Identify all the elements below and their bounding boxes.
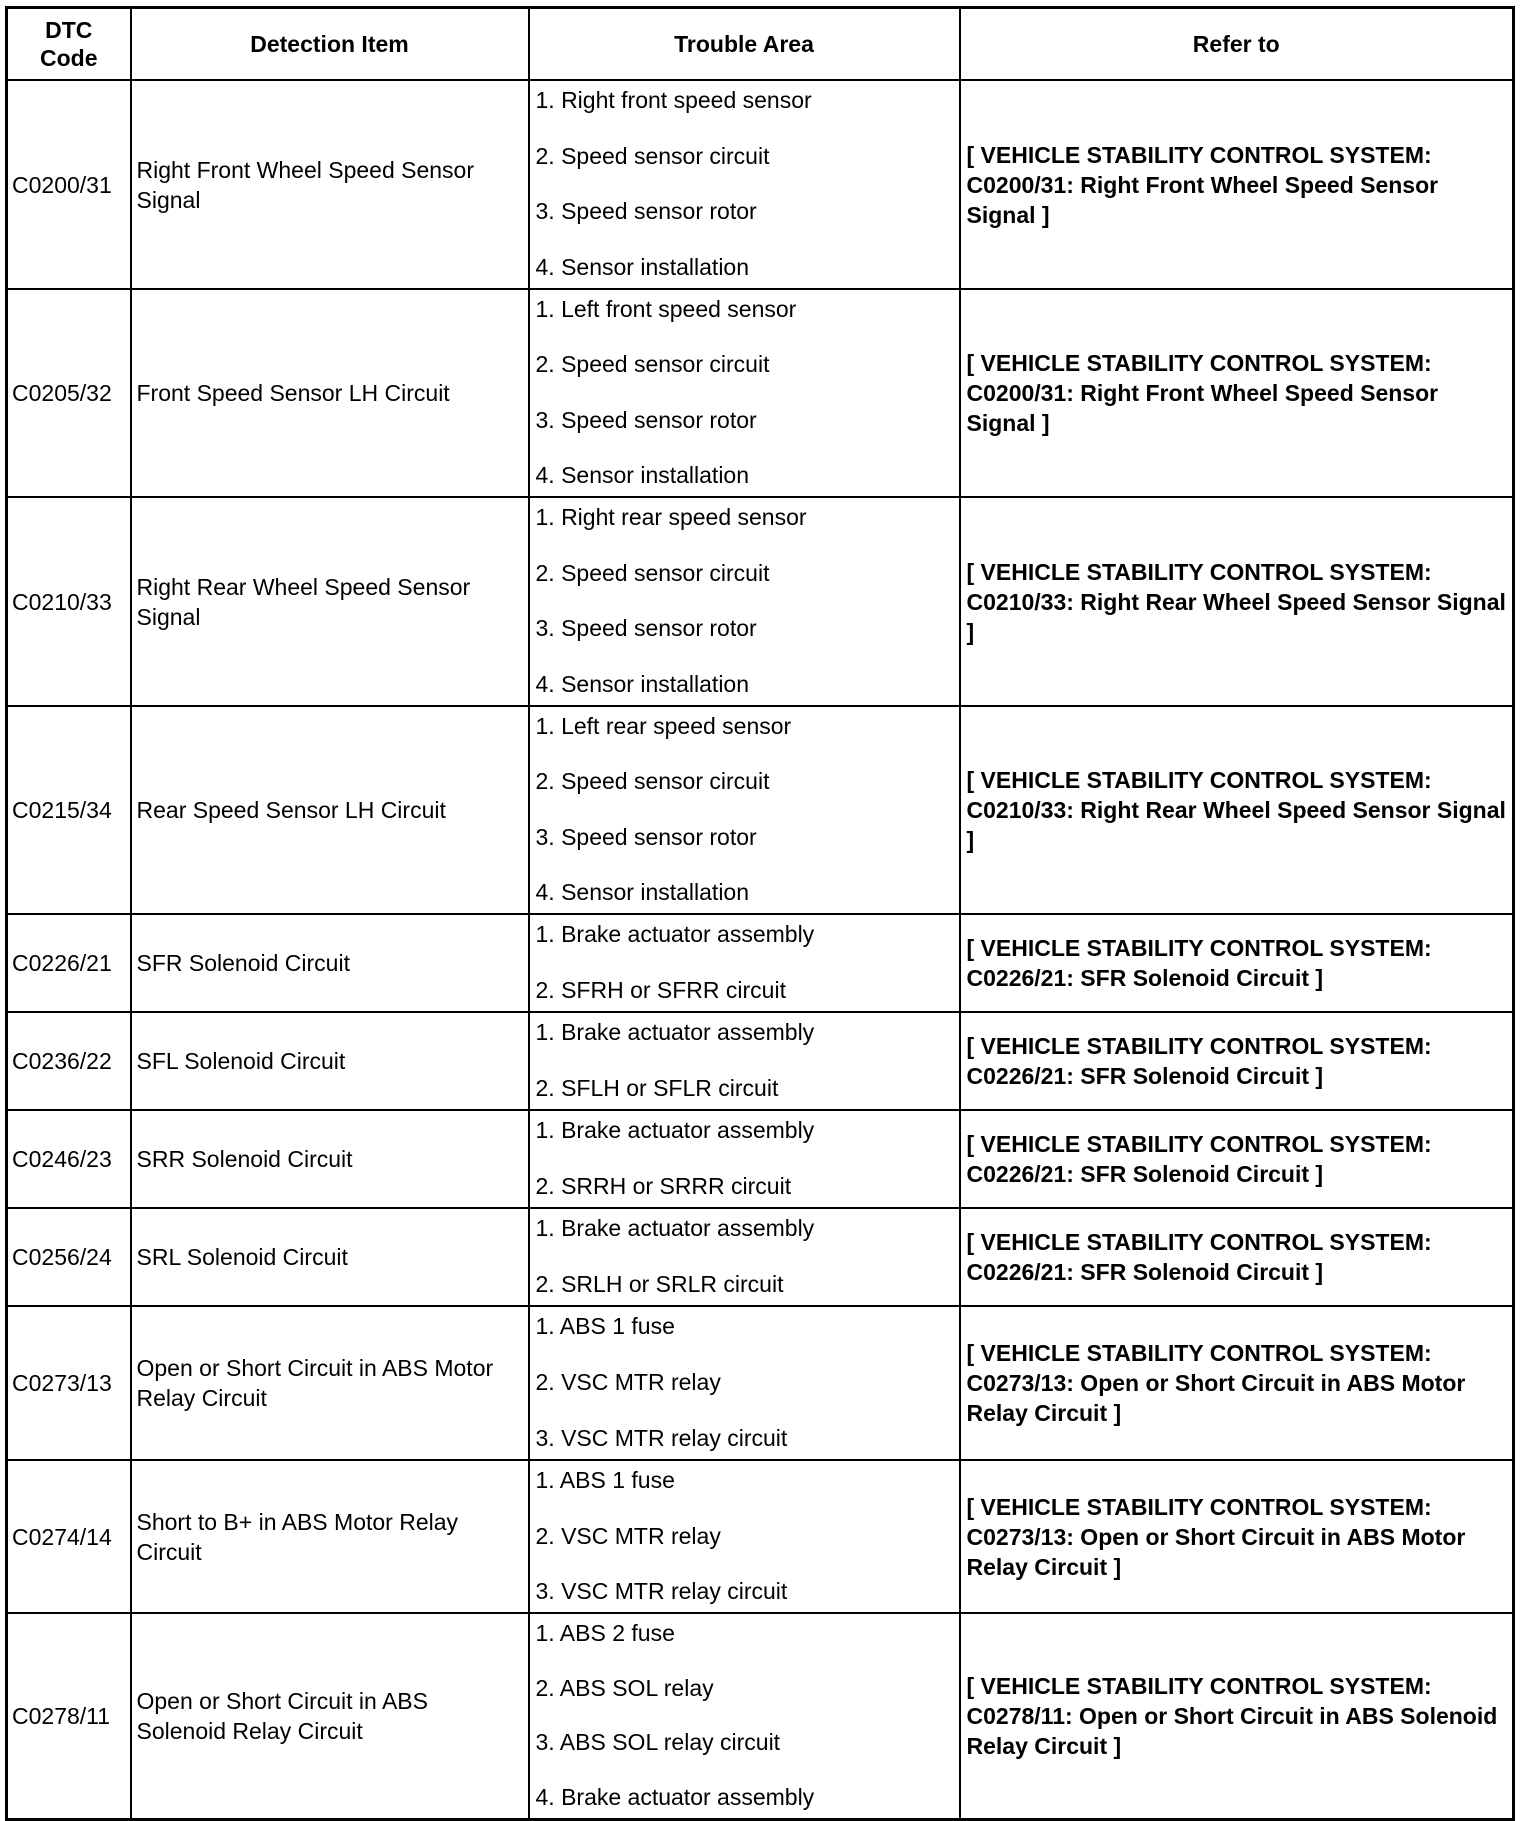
trouble-area [529,289,960,497]
trouble-area-item: 3. Speed sensor rotor [535,823,757,850]
trouble-area-item: 3. Speed sensor rotor [535,406,757,433]
table-row [7,80,1514,289]
refer-to-link[interactable]: [ VEHICLE STABILITY CONTROL SYSTEM: C0273/13: Open or Short Circuit in ABS Motor Relay Circuit ] [960,1306,1514,1460]
trouble-area-item: 2. SFLH or SFLR circuit [535,1075,779,1101]
detection-item: SRR Solenoid Circuit [131,1110,529,1208]
header-dtc-code: DTC Code [7,8,131,81]
trouble-area-item: 2. Speed sensor circuit [535,351,770,378]
trouble-area [529,497,960,706]
trouble-area-list [530,1013,959,1109]
detection-item: SFL Solenoid Circuit [131,1012,529,1110]
detection-item: Right Front Wheel Speed Sensor Signal [131,80,529,289]
trouble-area [529,1460,960,1613]
refer-to-link[interactable]: [ VEHICLE STABILITY CONTROL SYSTEM: C0226/21: SFR Solenoid Circuit ] [960,1208,1514,1306]
trouble-area [529,914,960,1012]
refer-to-link[interactable]: [ VEHICLE STABILITY CONTROL SYSTEM: C0226/21: SFR Solenoid Circuit ] [960,914,1514,1012]
trouble-area-item: 2. VSC MTR relay [535,1522,721,1549]
refer-to-link[interactable]: [ VEHICLE STABILITY CONTROL SYSTEM: C0210/33: Right Rear Wheel Speed Sensor Signal ] [960,706,1514,914]
trouble-area-item: 3. Speed sensor rotor [535,198,757,225]
trouble-area-item: 1. Brake actuator assembly [535,1117,815,1143]
refer-to-link[interactable]: [ VEHICLE STABILITY CONTROL SYSTEM: C0226/21: SFR Solenoid Circuit ] [960,1012,1514,1110]
refer-to-link[interactable]: [ VEHICLE STABILITY CONTROL SYSTEM: C0200/31: Right Front Wheel Speed Sensor Signal ] [960,289,1514,497]
trouble-area-list [530,81,959,288]
trouble-area [529,1110,960,1208]
trouble-area-item: 4. Sensor installation [535,670,750,697]
trouble-area-item: 1. Right rear speed sensor [535,504,807,530]
trouble-area-item: 2. VSC MTR relay [535,1369,721,1395]
trouble-area-item: 1. ABS 2 fuse [535,1620,675,1646]
trouble-area-item: 4. Brake actuator assembly [535,1783,815,1810]
trouble-area-list [530,290,959,496]
dtc-table [5,6,1515,1821]
dtc-code: C0256/24 [7,1208,131,1306]
table-row [7,706,1514,914]
trouble-area-item: 4. Sensor installation [535,253,750,280]
trouble-area [529,1208,960,1306]
refer-to-link[interactable]: [ VEHICLE STABILITY CONTROL SYSTEM: C0226/21: SFR Solenoid Circuit ] [960,1110,1514,1208]
table-row [7,1012,1514,1110]
trouble-area-item: 2. Speed sensor circuit [535,768,770,795]
trouble-area-list [530,1307,959,1459]
dtc-code: C0236/22 [7,1012,131,1110]
trouble-area-item: 3. VSC MTR relay circuit [535,1578,788,1604]
trouble-area-item: 1. Brake actuator assembly [535,1215,815,1241]
trouble-area-item: 3. ABS SOL relay circuit [535,1729,781,1756]
trouble-area-item: 1. ABS 1 fuse [535,1467,675,1493]
refer-to-link[interactable]: [ VEHICLE STABILITY CONTROL SYSTEM: C0200/31: Right Front Wheel Speed Sensor Signal ] [960,80,1514,289]
dtc-code: C0246/23 [7,1110,131,1208]
refer-to-link[interactable]: [ VEHICLE STABILITY CONTROL SYSTEM: C0273/13: Open or Short Circuit in ABS Motor Relay Circuit ] [960,1460,1514,1613]
detection-item: Right Rear Wheel Speed Sensor Signal [131,497,529,706]
table-row [7,1208,1514,1306]
detection-item: Rear Speed Sensor LH Circuit [131,706,529,914]
trouble-area-item: 1. Brake actuator assembly [535,921,815,947]
table-header-row [7,8,1514,81]
trouble-area [529,1613,960,1820]
trouble-area-item: 2. SRRH or SRRR circuit [535,1173,792,1199]
table-row [7,289,1514,497]
refer-to-link[interactable]: [ VEHICLE STABILITY CONTROL SYSTEM: C0278/11: Open or Short Circuit in ABS Solenoid Relay Circuit ] [960,1613,1514,1820]
trouble-area-list [530,915,959,1011]
trouble-area-item: 3. VSC MTR relay circuit [535,1425,788,1451]
dtc-code: C0200/31 [7,80,131,289]
dtc-code: C0274/14 [7,1460,131,1613]
table-row [7,1110,1514,1208]
trouble-area [529,80,960,289]
detection-item: Short to B+ in ABS Motor Relay Circuit [131,1460,529,1613]
trouble-area-item: 2. ABS SOL relay [535,1674,714,1701]
trouble-area [529,1012,960,1110]
trouble-area-list [530,1209,959,1305]
trouble-area-item: 2. SRLH or SRLR circuit [535,1271,784,1297]
header-detection-item: Detection Item [131,8,529,81]
trouble-area-list [530,498,959,705]
trouble-area-item: 4. Sensor installation [535,461,750,488]
trouble-area-item: 2. Speed sensor circuit [535,142,770,169]
table-row [7,1613,1514,1820]
detection-item: Open or Short Circuit in ABS Motor Relay Circuit [131,1306,529,1460]
trouble-area [529,1306,960,1460]
header-trouble-area: Trouble Area [529,8,960,81]
dtc-code: C0273/13 [7,1306,131,1460]
trouble-area-item: 3. Speed sensor rotor [535,615,757,642]
trouble-area-item: 1. Right front speed sensor [535,87,812,113]
trouble-area-item: 4. Sensor installation [535,878,750,905]
trouble-area-item: 1. ABS 1 fuse [535,1313,675,1339]
dtc-code: C0215/34 [7,706,131,914]
detection-item: SRL Solenoid Circuit [131,1208,529,1306]
detection-item: Front Speed Sensor LH Circuit [131,289,529,497]
dtc-code: C0205/32 [7,289,131,497]
table-row [7,497,1514,706]
table-row [7,1460,1514,1613]
trouble-area-item: 1. Left rear speed sensor [535,713,792,739]
trouble-area-item: 2. Speed sensor circuit [535,559,770,586]
dtc-code: C0278/11 [7,1613,131,1820]
detection-item: Open or Short Circuit in ABS Solenoid Relay Circuit [131,1613,529,1820]
header-refer-to: Refer to [960,8,1514,81]
trouble-area-item: 1. Brake actuator assembly [535,1019,815,1045]
table-row [7,914,1514,1012]
trouble-area-list [530,1461,959,1612]
detection-item: SFR Solenoid Circuit [131,914,529,1012]
trouble-area-item: 1. Left front speed sensor [535,296,797,322]
trouble-area-list [530,707,959,913]
table-row [7,1306,1514,1460]
dtc-code: C0226/21 [7,914,131,1012]
trouble-area-item: 2. SFRH or SFRR circuit [535,977,786,1003]
trouble-area-list [530,1614,959,1818]
trouble-area-list [530,1111,959,1207]
refer-to-link[interactable]: [ VEHICLE STABILITY CONTROL SYSTEM: C0210/33: Right Rear Wheel Speed Sensor Signal ] [960,497,1514,706]
dtc-code: C0210/33 [7,497,131,706]
trouble-area [529,706,960,914]
